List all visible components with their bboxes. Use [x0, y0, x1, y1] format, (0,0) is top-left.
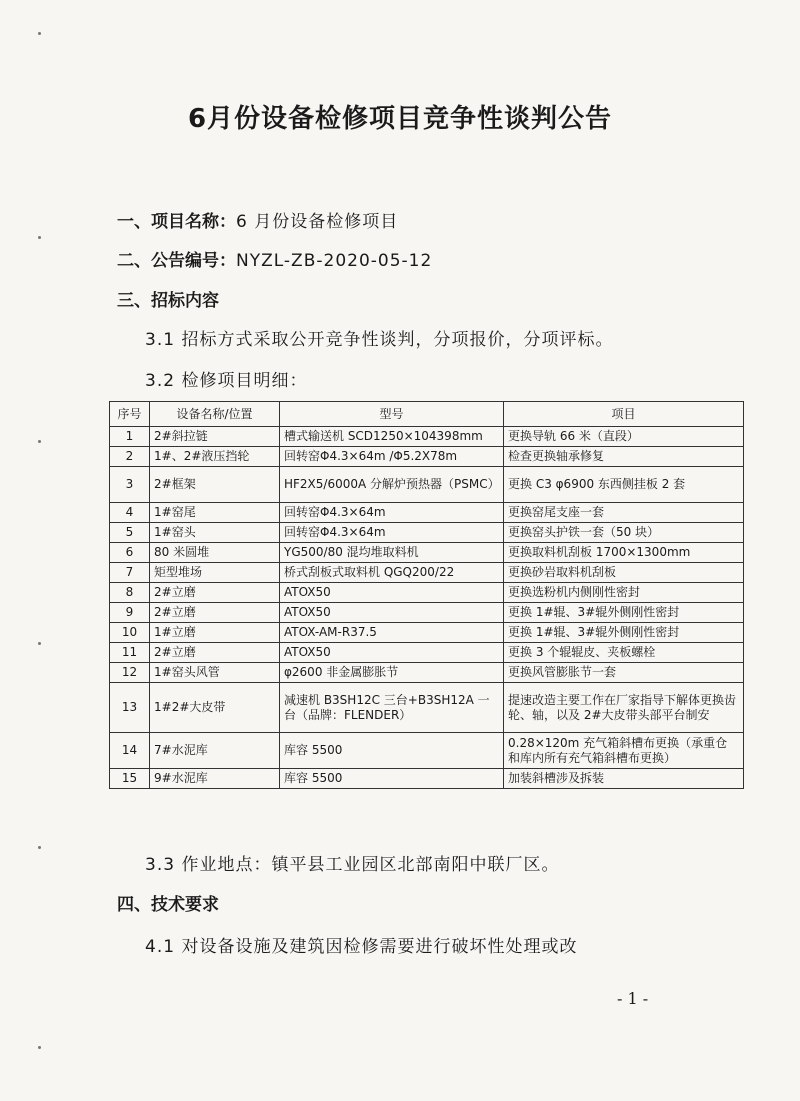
cell-no: 10 [110, 623, 150, 643]
cell-item: 更换 1#辊、3#辊外侧刚性密封 [504, 603, 744, 623]
cell-model: 回转窑Φ4.3×64m [280, 503, 504, 523]
cell-model: 减速机 B3SH12C 三台+B3SH12A 一台（品牌：FLENDER） [280, 683, 504, 733]
table-row [110, 467, 744, 503]
cell-name: 1#立磨 [150, 623, 280, 643]
cell-name: 2#框架 [150, 467, 280, 503]
table-row [110, 427, 744, 447]
cell-item: 更换风管膨胀节一套 [504, 663, 744, 683]
cell-name: 1#窑头 [150, 523, 280, 543]
cell-name: 80 米圆堆 [150, 543, 280, 563]
cell-model: 桥式刮板式取料机 QGQ200/22 [280, 563, 504, 583]
table-row [110, 583, 744, 603]
table-row [110, 769, 744, 789]
cell-no: 8 [110, 583, 150, 603]
cell-no: 14 [110, 733, 150, 769]
cell-name: 矩型堆场 [150, 563, 280, 583]
cell-no: 12 [110, 663, 150, 683]
cell-name: 2#立磨 [150, 603, 280, 623]
table-row [110, 563, 744, 583]
section-tech-requirements: 四、技术要求 [117, 895, 219, 915]
paragraph-3-2: 3.2 检修项目明细： [145, 371, 308, 391]
scan-dot [38, 32, 41, 35]
cell-name: 1#窑头风管 [150, 663, 280, 683]
table-row [110, 733, 744, 769]
cell-no: 1 [110, 427, 150, 447]
cell-item: 更换选粉机内侧刚性密封 [504, 583, 744, 603]
header-name: 设备名称/位置 [150, 402, 280, 427]
cell-no: 4 [110, 503, 150, 523]
scan-dot [38, 1046, 41, 1049]
cell-name: 2#立磨 [150, 583, 280, 603]
table-row [110, 663, 744, 683]
scan-dot [38, 846, 41, 849]
cell-name: 7#水泥库 [150, 733, 280, 769]
cell-model: 库容 5500 [280, 769, 504, 789]
page-number: - 1 - [617, 989, 649, 1008]
cell-item: 更换窑尾支座一套 [504, 503, 744, 523]
cell-item: 更换 1#辊、3#辊外侧刚性密封 [504, 623, 744, 643]
cell-model: 库容 5500 [280, 733, 504, 769]
cell-model: ATOX-AM-R37.5 [280, 623, 504, 643]
cell-item: 更换取料机刮板 1700×1300mm [504, 543, 744, 563]
cell-item: 更换 C3 φ6900 东西侧挂板 2 套 [504, 467, 744, 503]
section-project-name [117, 207, 398, 232]
cell-name: 9#水泥库 [150, 769, 280, 789]
table-row [110, 623, 744, 643]
maintenance-items-table [109, 401, 744, 789]
cell-model: φ2600 非金属膨胀节 [280, 663, 504, 683]
table-row [110, 683, 744, 733]
table-row [110, 503, 744, 523]
table-row [110, 523, 744, 543]
table-row [110, 603, 744, 623]
cell-item: 加装斜槽涉及拆装 [504, 769, 744, 789]
page-title: 6月份设备检修项目竞争性谈判公告 [187, 104, 613, 134]
section-label: 二、公告编号： [117, 251, 236, 271]
cell-model: 回转窑Φ4.3×64m /Φ5.2X78m [280, 447, 504, 467]
cell-model: ATOX50 [280, 583, 504, 603]
cell-name: 2#斜拉链 [150, 427, 280, 447]
cell-no: 15 [110, 769, 150, 789]
table-row [110, 447, 744, 467]
paragraph-3-1: 3.1 招标方式采取公开竞争性谈判，分项报价，分项评标。 [145, 330, 614, 350]
notice-number-value: NYZL-ZB-2020-05-12 [236, 251, 433, 271]
paragraph-4-1: 4.1 对设备设施及建筑因检修需要进行破坏性处理或改 [145, 937, 578, 957]
cell-no: 3 [110, 467, 150, 503]
section-bid-content: 三、招标内容 [117, 291, 219, 311]
cell-no: 6 [110, 543, 150, 563]
scan-dot [38, 440, 41, 443]
cell-no: 13 [110, 683, 150, 733]
table-header-row [110, 402, 744, 427]
cell-model: ATOX50 [280, 643, 504, 663]
project-name-value: 6 月份设备检修项目 [236, 212, 399, 232]
section-notice-number [117, 246, 432, 271]
cell-name: 1#2#大皮带 [150, 683, 280, 733]
cell-name: 1#窑尾 [150, 503, 280, 523]
cell-no: 9 [110, 603, 150, 623]
cell-name: 2#立磨 [150, 643, 280, 663]
cell-model: 槽式输送机 SCD1250×104398mm [280, 427, 504, 447]
cell-no: 7 [110, 563, 150, 583]
header-item: 项目 [504, 402, 744, 427]
cell-item: 检查更换轴承修复 [504, 447, 744, 467]
cell-model: 回转窑Φ4.3×64m [280, 523, 504, 543]
section-label: 一、项目名称： [117, 212, 236, 232]
header-no: 序号 [110, 402, 150, 427]
cell-item: 更换 3 个辊辊皮、夹板螺栓 [504, 643, 744, 663]
scan-dot [38, 236, 41, 239]
cell-model: ATOX50 [280, 603, 504, 623]
scan-dot [38, 642, 41, 645]
paragraph-3-3: 3.3 作业地点：镇平县工业园区北部南阳中联厂区。 [145, 855, 560, 875]
cell-item: 更换砂岩取料机刮板 [504, 563, 744, 583]
cell-no: 11 [110, 643, 150, 663]
header-model: 型号 [280, 402, 504, 427]
cell-name: 1#、2#液压挡轮 [150, 447, 280, 467]
cell-model: HF2X5/6000A 分解炉预热器（PSMC） [280, 467, 504, 503]
cell-item: 更换窑头护铁一套（50 块） [504, 523, 744, 543]
cell-model: YG500/80 混均堆取料机 [280, 543, 504, 563]
cell-item: 更换导轨 66 米（直段） [504, 427, 744, 447]
cell-item: 0.28×120m 充气箱斜槽布更换（承重仓和库内所有充气箱斜槽布更换） [504, 733, 744, 769]
table-row [110, 643, 744, 663]
cell-item: 提速改造主要工作在厂家指导下解体更换齿轮、轴，以及 2#大皮带头部平台制安 [504, 683, 744, 733]
cell-no: 2 [110, 447, 150, 467]
table-row [110, 543, 744, 563]
cell-no: 5 [110, 523, 150, 543]
